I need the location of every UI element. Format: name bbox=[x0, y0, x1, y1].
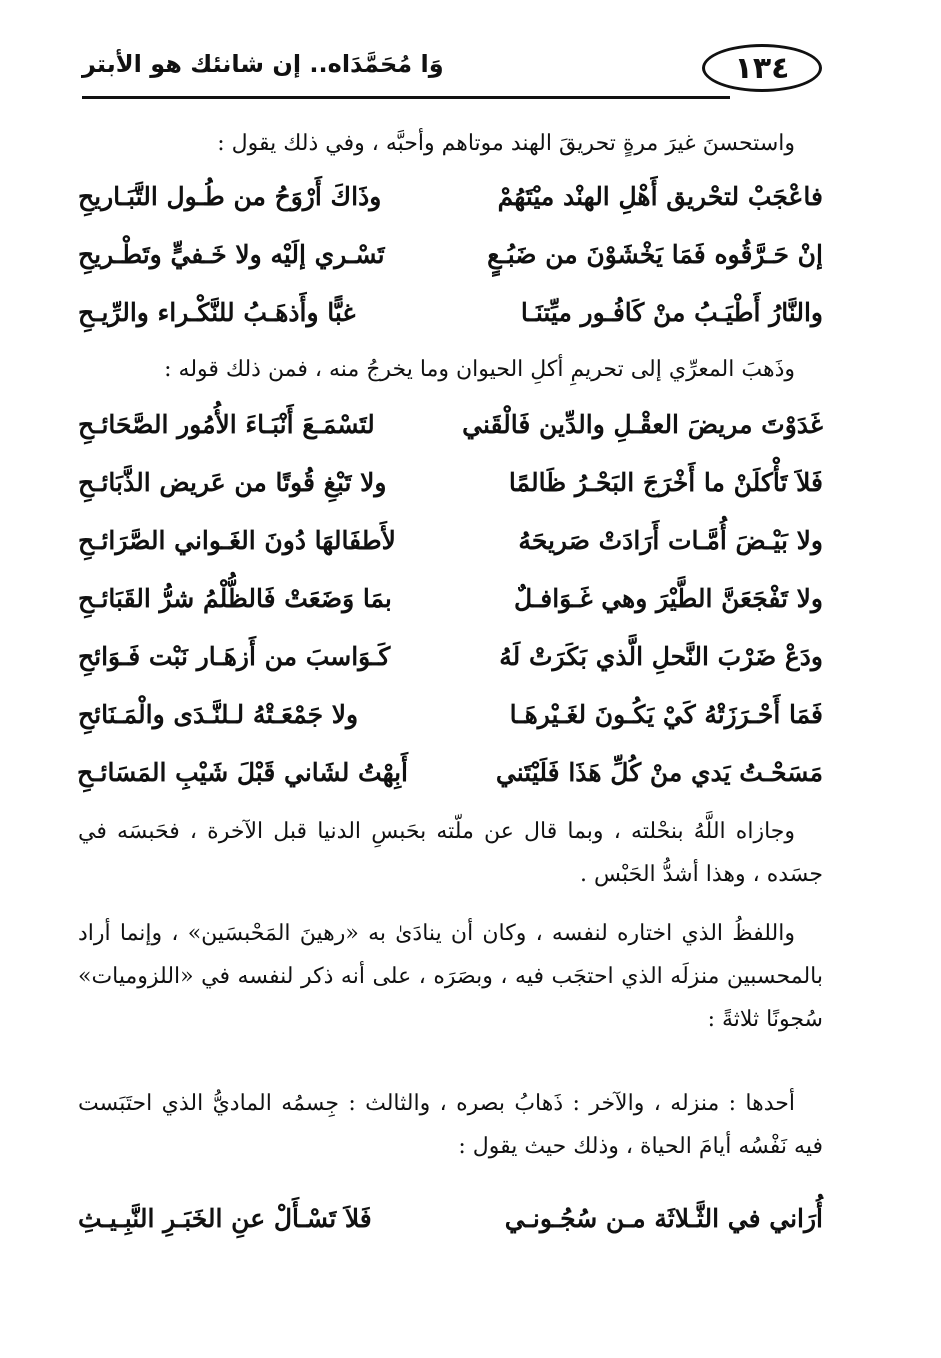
running-title: وَا مُحَمَّدَاه.. إن شانئك هو الأبتر bbox=[82, 50, 444, 78]
verse-line bbox=[78, 1194, 823, 1252]
verse-line bbox=[78, 458, 823, 516]
verse-second-hemistich: تَسْـري إلَيْه ولا خَـفيٍّ وتَطْـريحِ bbox=[78, 240, 385, 269]
verse-line bbox=[78, 230, 823, 288]
verse-second-hemistich: لأَطفَالهَا دُونَ الغَـواني الصَّرَائـحِ bbox=[78, 526, 396, 555]
header-rule bbox=[82, 96, 730, 99]
verse-second-hemistich: أَبِهْتُ لشَاني قَبْلَ شَيْبِ المَسَائـحِ bbox=[77, 758, 408, 787]
poem-3 bbox=[78, 1194, 823, 1252]
verse-second-hemistich: بمَا وَضَعَتْ فَالظُّلْمُ شرُّ القَبَائـحِ bbox=[78, 584, 392, 613]
verse-first-hemistich: ولا تَفْجَعَنَّ الطَّيْرَ وهي غَـوَافـلٌ bbox=[514, 584, 823, 613]
verse-first-hemistich: مَسَحْـتُ يَدي منْ كُلِّ هَذَا فَلَيْتَني bbox=[495, 758, 823, 787]
verse-first-hemistich: فَمَا أَحْـرَزَتْهُ كَيْ يَكُـونَ لغَـيْرهَـا bbox=[509, 700, 823, 729]
verse-second-hemistich: وذَاكَ أَرْوَحُ من طُـول التَّبَـاريحِ bbox=[78, 182, 382, 211]
verse-second-hemistich: غبًّا وأَذهَـبُ للنَّكْـراء والرِّيـحِ bbox=[78, 298, 356, 327]
verse-first-hemistich: أُرَاني في الثَّـلاثَة مـن سُجُـونـي bbox=[504, 1204, 823, 1233]
verse-first-hemistich: غَدَوْتَ مريضَ العقْـلِ والدِّين فَالْقَني bbox=[462, 410, 823, 439]
verse-second-hemistich: ولا جَمْعَـتْهُ لـلنَّـدَى والْمَـنَائحِ bbox=[78, 700, 359, 729]
verse-line bbox=[78, 288, 823, 346]
page-number: ١٣٤ bbox=[702, 44, 822, 92]
intro-text-1: واستحسنَ غيرَ مرةٍ تحريقَ الهند موتاهم وأحبَّه ، وفي ذلك يقول : bbox=[217, 131, 795, 156]
verse-second-hemistich: فَلاَ تَسْـأَلْ عنِ الخَبَـرِ النَّبِـيـثِ bbox=[78, 1204, 372, 1233]
verse-line bbox=[78, 632, 823, 690]
verse-line bbox=[78, 574, 823, 632]
page-header bbox=[82, 40, 822, 98]
paragraph-2: واللفظُ الذي اختاره لنفسه ، وكان أن ينادَىٰ به «رهينَ المَحْبسَين» ، وإنما أراد بالمحسبين منزلَه الذي احتجَب فيه ، وبصَرَه ، على أنه ذكر لنفسه في «اللزوميات» سُجونًا ثلاثةً : bbox=[78, 921, 823, 1032]
verse-line bbox=[78, 748, 823, 806]
verse-second-hemistich: كَـوَاسبَ من أَزهَـار نَبْت فَـوَائحِ bbox=[78, 642, 391, 671]
verse-second-hemistich: ولا تَبْغِ قُوتًا من عَريض الذَّبَائـحِ bbox=[78, 468, 387, 497]
verse-first-hemistich: ودَعْ ضَرْبَ النَّحلِ الَّذي بَكَرَتْ لَهُ bbox=[499, 642, 823, 671]
verse-first-hemistich: ولا بَيْـضَ أُمَّـات أَرَادَتْ صَريحَهُ bbox=[518, 526, 823, 555]
intro-text-2: وذَهبَ المعرِّي إلى تحريمِ أكلِ الحيوان وما يخرجُ منه ، فمن ذلك قوله : bbox=[164, 357, 795, 382]
verse-second-hemistich: لتَسْمَـعَ أَنْبَـاءَ الأُمُور الصَّحَائـحِ bbox=[78, 410, 375, 439]
verse-first-hemistich: والنَّارُ أَطْيَـبُ منْ كَافُـور ميِّتنَـا bbox=[520, 298, 823, 327]
verse-first-hemistich: فَلاَ تَأْكلَنْ ما أَخْرَجَ البَحْـرُ ظَالمًا bbox=[508, 468, 823, 497]
verse-line bbox=[78, 516, 823, 574]
paragraph-3: أحدها : منزله ، والآخر : ذَهابُ بصره ، والثالث : جِسمُه الماديُّ الذي احتَبَست فيه نَفْسُه أيامَ الحياة ، وذلك حيث يقول : bbox=[78, 1091, 823, 1159]
verse-line bbox=[78, 690, 823, 748]
verse-first-hemistich: إنْ حَـرَّقُوه فَمَا يَخْشَوْنَ من ضَبُـعٍ bbox=[487, 240, 823, 269]
verse-line bbox=[78, 400, 823, 458]
paragraph-1: وجازاه اللَّهُ بنحْلته ، وبما قال عن ملّته بحَبسِ الدنيا قبل الآخرة ، فحَبسَه في جسَده ، وهذا أشدُّ الحَبْس . bbox=[78, 819, 823, 887]
verse-line bbox=[78, 172, 823, 230]
poem-1 bbox=[78, 172, 823, 346]
verse-first-hemistich: فاعْجَبْ لتحْريق أَهْلِ الهنْد ميْتَهُمْ bbox=[497, 182, 823, 211]
poem-2 bbox=[78, 400, 823, 806]
